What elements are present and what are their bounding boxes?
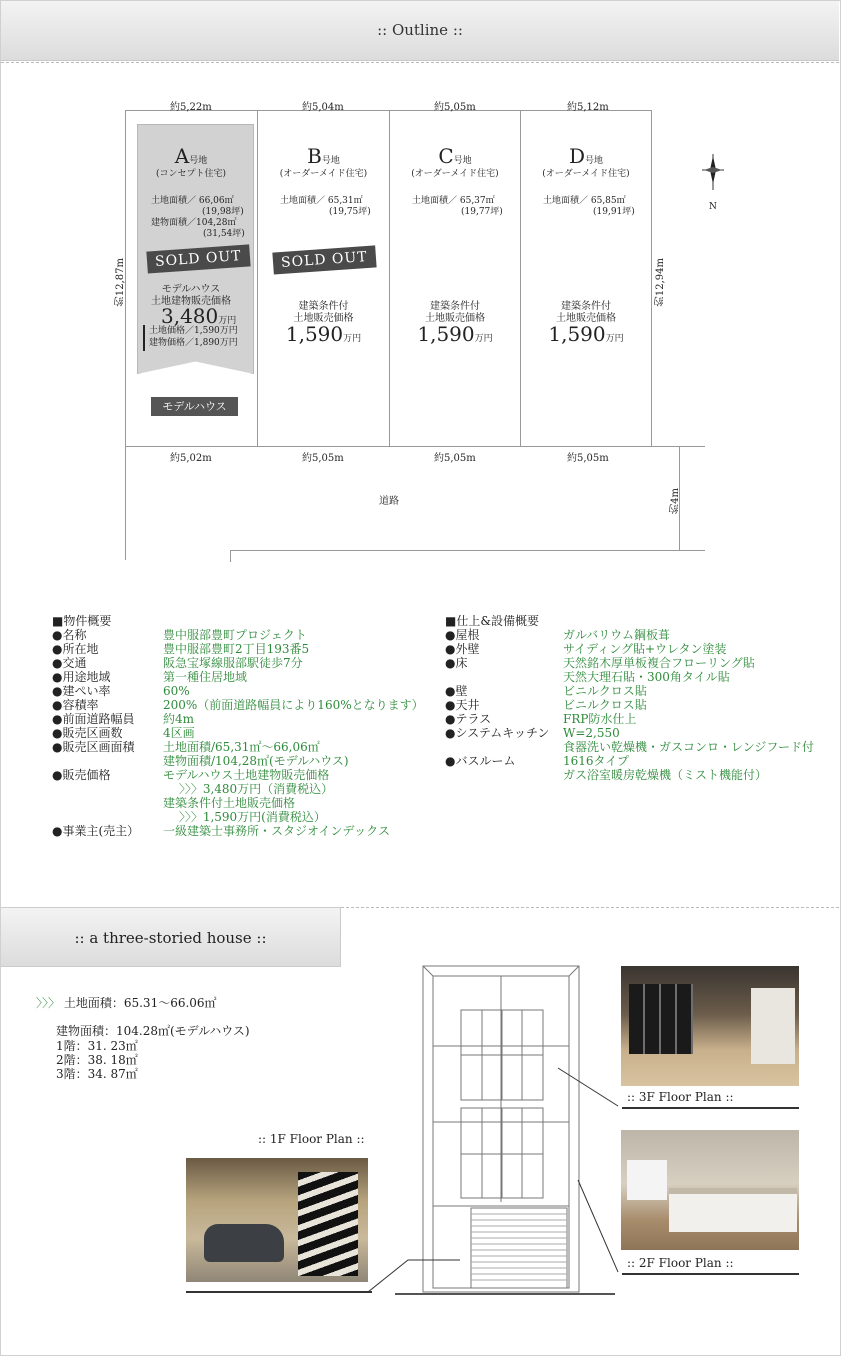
spec-label: ●壁 bbox=[445, 684, 468, 698]
spec-label: ●天井 bbox=[445, 698, 480, 712]
price-value: 1,590 bbox=[548, 322, 606, 346]
spec-value: 豊中服部豊町プロジェクト bbox=[163, 628, 307, 642]
outline-header bbox=[1, 1, 839, 61]
spec-label: ●システムキッチン bbox=[445, 726, 550, 740]
land-summary bbox=[36, 996, 217, 1010]
detail-bar bbox=[143, 325, 145, 351]
3f-cabinet bbox=[751, 988, 795, 1064]
spec-value: 約4m bbox=[163, 712, 195, 726]
spec-value: 食器洗い乾燥機・ガスコンロ・レンジフード付 bbox=[563, 740, 815, 754]
spec-value: モデルハウス土地建物販売価格 bbox=[163, 768, 330, 782]
model-house-tag: モデルハウス bbox=[151, 397, 238, 416]
spec-value: ビニルクロス貼 bbox=[563, 684, 647, 698]
spec-label: ●名称 bbox=[52, 628, 87, 642]
price-title: 建築条件付 bbox=[561, 301, 611, 312]
spec-value: 阪急宝塚線服部駅徒歩7分 bbox=[163, 656, 303, 670]
price-unit: 万円 bbox=[343, 334, 362, 344]
compass-icon bbox=[700, 152, 726, 196]
road-far-line bbox=[230, 550, 705, 551]
spec-label: ●バスルーム bbox=[445, 754, 516, 768]
2f-photo bbox=[621, 1130, 799, 1250]
floor-1-area: 1階：31. 23㎡ bbox=[56, 1039, 138, 1053]
lot-a-price bbox=[161, 304, 236, 328]
1f-photo bbox=[186, 1158, 368, 1282]
price-value: 1,590 bbox=[417, 322, 475, 346]
spec-value: 4区画 bbox=[163, 726, 195, 740]
lot-letter-text: D bbox=[568, 144, 586, 168]
spec-label: ●外壁 bbox=[445, 642, 480, 656]
land-area-text: 土地面積：65.31～66.06㎡ bbox=[63, 996, 217, 1010]
lot-c-price bbox=[390, 322, 520, 346]
spec-label: ●床 bbox=[445, 656, 468, 670]
price-title: 土地建物販売価格 bbox=[151, 296, 231, 307]
lot-letter-text: C bbox=[438, 144, 454, 168]
bottom-width-b: 約5,05m bbox=[302, 453, 344, 464]
price-title: モデルハウス bbox=[161, 284, 221, 295]
2f-plan-label[interactable]: :: 2F Floor Plan :: bbox=[627, 1256, 734, 1270]
spec-value: 200%（前面道路幅員により160%となります） bbox=[163, 698, 424, 712]
spec-value: FRP防水仕上 bbox=[563, 712, 637, 726]
lot-d-letter bbox=[521, 144, 651, 168]
lot-letter-text: A bbox=[174, 144, 190, 168]
3f-underline bbox=[622, 1107, 799, 1109]
price-title: 土地販売価格 bbox=[556, 313, 616, 324]
house-header bbox=[1, 907, 341, 967]
arrow-icon: 〉〉〉 bbox=[36, 996, 61, 1010]
leader-lines bbox=[360, 1060, 620, 1300]
building-price: 建物価格／1,890万円 bbox=[149, 338, 238, 348]
spec-label: ●屋根 bbox=[445, 628, 480, 642]
outline-title: :: Outline :: bbox=[377, 21, 463, 39]
lot-a bbox=[125, 110, 258, 447]
price-unit: 万円 bbox=[474, 334, 493, 344]
lot-suffix: 号地 bbox=[321, 156, 340, 166]
spec-label: ●建ぺい率 bbox=[52, 684, 111, 698]
2f-kitchen-counter bbox=[669, 1188, 797, 1232]
road-label: 道路 bbox=[379, 496, 399, 507]
spec-value: 建築条件付土地販売価格 bbox=[163, 796, 296, 810]
spec-label: ●容積率 bbox=[52, 698, 99, 712]
lot-suffix: 号地 bbox=[189, 156, 208, 166]
lot-c bbox=[390, 110, 521, 447]
spec-value: 〉〉〉1,590万円(消費税込） bbox=[163, 810, 326, 824]
land-price: 土地価格／1,590万円 bbox=[149, 326, 238, 336]
soldout-badge: SOLD OUT bbox=[146, 244, 250, 273]
floor-3-area: 3階：34. 87㎡ bbox=[56, 1067, 138, 1081]
lot-d bbox=[521, 110, 652, 447]
road-corner-line bbox=[230, 550, 231, 562]
building-tsubo: (31,54坪) bbox=[203, 229, 245, 239]
spec-value: ガス浴室暖房乾燥機（ミスト機能付） bbox=[563, 768, 768, 782]
top-width-c: 約5,05m bbox=[434, 102, 476, 113]
spec-value: 豊中服部豊町2丁目193番5 bbox=[163, 642, 310, 656]
lot-suffix: 号地 bbox=[585, 156, 604, 166]
road-left-line bbox=[125, 447, 126, 560]
lot-letter-text: B bbox=[307, 144, 322, 168]
divider bbox=[1, 62, 839, 63]
bottom-width-c: 約5,05m bbox=[434, 453, 476, 464]
2f-underline bbox=[622, 1273, 799, 1275]
land-tsubo: (19,98坪) bbox=[202, 207, 244, 217]
3f-windows bbox=[629, 984, 693, 1054]
road-width: 約4m bbox=[670, 488, 681, 514]
spec-value: 建物面積/104,28㎡(モデルハウス) bbox=[163, 754, 349, 768]
lot-a-letter bbox=[125, 144, 257, 168]
spec-label: ●テラス bbox=[445, 712, 492, 726]
spec-value: 第一種住居地域 bbox=[163, 670, 248, 684]
building-area-text: 建物面積：104.28㎡(モデルハウス) bbox=[56, 1024, 250, 1038]
spec-label: ●用途地域 bbox=[52, 670, 111, 684]
land-area: 土地面積／ 65,85㎡ bbox=[543, 196, 626, 206]
3f-plan-label[interactable]: :: 3F Floor Plan :: bbox=[627, 1090, 734, 1104]
bottom-width-a: 約5,02m bbox=[170, 453, 212, 464]
lot-suffix: 号地 bbox=[453, 156, 472, 166]
finish-heading: ■仕上&設備概要 bbox=[445, 614, 540, 628]
1f-car bbox=[204, 1224, 284, 1262]
lot-b-price bbox=[258, 322, 389, 346]
spec-value: 一級建築士事務所・スタジオインデックス bbox=[163, 824, 391, 838]
lot-b-letter bbox=[258, 144, 389, 168]
lot-type: (コンセプト住宅) bbox=[155, 169, 227, 179]
spec-value: W=2,550 bbox=[563, 726, 620, 740]
top-width-a: 約5,22m bbox=[170, 102, 212, 113]
spec-label: ●事業主(売主） bbox=[52, 824, 140, 838]
land-area: 土地面積／ 65,37㎡ bbox=[412, 196, 495, 206]
land-area: 土地面積／ 66,06㎡ bbox=[151, 196, 234, 206]
soldout-badge: SOLD OUT bbox=[272, 245, 376, 274]
price-unit: 万円 bbox=[605, 334, 624, 344]
lot-type: (オーダーメイド住宅) bbox=[542, 169, 630, 179]
top-width-d: 約5,12m bbox=[567, 102, 609, 113]
price-title: 土地販売価格 bbox=[293, 313, 354, 324]
right-depth: 約12,94m bbox=[655, 258, 666, 307]
left-depth: 約12,87m bbox=[115, 258, 126, 307]
building-area: 建物面積／104,28㎡ bbox=[151, 218, 237, 228]
price-value: 3,480 bbox=[161, 304, 219, 328]
1f-plan-label[interactable]: :: 1F Floor Plan :: bbox=[258, 1132, 365, 1146]
lot-type: (オーダーメイド住宅) bbox=[279, 169, 368, 179]
spec-label: ●交通 bbox=[52, 656, 87, 670]
1f-underline bbox=[186, 1291, 372, 1293]
price-unit: 万円 bbox=[218, 316, 237, 326]
house-title: :: a three-storied house :: bbox=[74, 929, 267, 947]
lot-type: (オーダーメイド住宅) bbox=[411, 169, 499, 179]
property-heading: ■物件概要 bbox=[52, 614, 112, 628]
spec-label: ●所在地 bbox=[52, 642, 99, 656]
top-width-b: 約5,04m bbox=[302, 102, 344, 113]
spec-value: ガルバリウム鋼板葺 bbox=[563, 628, 671, 642]
spec-value: 天然銘木厚単板複合フローリング貼 bbox=[563, 656, 755, 670]
spec-label: ●販売区画面積 bbox=[52, 740, 135, 754]
lot-b bbox=[258, 110, 390, 447]
1f-staircase bbox=[298, 1172, 358, 1276]
spec-label: ●販売価格 bbox=[52, 768, 111, 782]
price-title: 建築条件付 bbox=[298, 301, 349, 312]
land-tsubo: (19,91坪) bbox=[593, 207, 635, 217]
price-value: 1,590 bbox=[285, 322, 344, 346]
price-title: 土地販売価格 bbox=[425, 313, 485, 324]
spec-label: ●前面道路幅員 bbox=[52, 712, 135, 726]
spec-label: ●販売区画数 bbox=[52, 726, 123, 740]
2f-window bbox=[627, 1160, 667, 1200]
north-label: N bbox=[709, 202, 717, 212]
spec-value: 土地面積/65,31㎡～66,06㎡ bbox=[163, 740, 320, 754]
price-title: 建築条件付 bbox=[430, 301, 480, 312]
spec-value: 1616タイプ bbox=[563, 754, 629, 768]
lot-c-letter bbox=[390, 144, 520, 168]
floor-2-area: 2階：38. 18㎡ bbox=[56, 1053, 138, 1067]
land-tsubo: (19,77坪) bbox=[461, 207, 503, 217]
lot-d-price bbox=[521, 322, 651, 346]
land-area: 土地面積／ 65,31㎡ bbox=[280, 196, 363, 206]
spec-value: 〉〉〉3,480万円（消費税込） bbox=[163, 782, 334, 796]
bottom-width-d: 約5,05m bbox=[567, 453, 609, 464]
spec-value: サイディング貼+ウレタン塗装 bbox=[563, 642, 727, 656]
spec-value: 天然大理石貼・300角タイル貼 bbox=[563, 670, 730, 684]
land-tsubo: (19,75坪) bbox=[329, 207, 371, 217]
spec-value: ビニルクロス貼 bbox=[563, 698, 647, 712]
spec-value: 60% bbox=[163, 684, 190, 698]
3f-photo bbox=[621, 966, 799, 1086]
